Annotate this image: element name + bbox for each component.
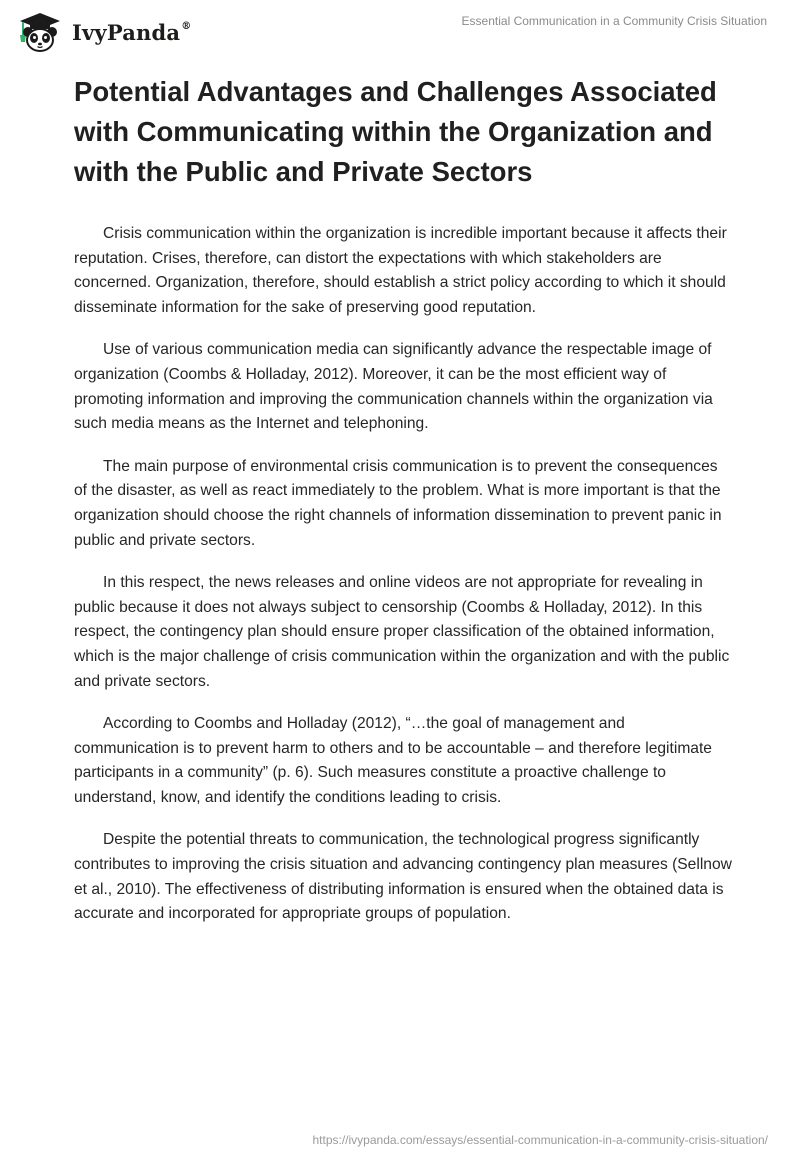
paragraph-4: In this respect, the news releases and online videos are not appropriate for revealing in public because it does not always subject to censorship (Coombs & Holladay, 2012). In this respect, the contingency plan should ensure proper classification of the obtained information, which is the major challenge of crisis communication within the organization and with the public and private sectors.: [74, 574, 730, 690]
paragraph-2: Use of various communication media can significantly advance the respectable image of organization (Coombs & Holladay, 2012). Moreover, it can be the most efficient way of promoting information and improving the communication channels within the organization via such media means as the Internet and telephoning.: [74, 341, 713, 433]
brand-name: IvyPanda®: [72, 19, 192, 45]
page-header: [0, 0, 800, 64]
source-url[interactable]: https://ivypanda.com/essays/essential-communication-in-a-community-crisis-situation/: [312, 1133, 768, 1147]
article-heading: Potential Advantages and Challenges Associated with Communicating within the Organization and with the Public and Private Sectors: [74, 76, 717, 187]
registered-mark: ®: [181, 20, 192, 32]
panda-graduation-cap-icon: [14, 10, 66, 54]
article-body: [74, 72, 734, 945]
document-title: Essential Communication in a Community Crisis Situation: [461, 14, 767, 28]
ivypanda-logo[interactable]: [14, 10, 191, 54]
paragraph-6: Despite the potential threats to communication, the technological progress significantly contributes to improving the crisis situation and advancing contingency plan measures (Sellnow et al., 2010). The effectiveness of distributing information is ensured when the obtained data is accurate and incorporated for appropriate groups of population.: [74, 831, 732, 923]
paragraph-5: According to Coombs and Holladay (2012), “…the goal of management and communication is to prevent harm to others and to be accountable – and therefore legitimate participants in a community” (p. 6). Such measures constitute a proactive challenge to understand, know, and identify the conditions leading to crisis.: [74, 715, 712, 806]
paragraph-3: The main purpose of environmental crisis communication is to prevent the consequences of the disaster, as well as react immediately to the problem. What is more important is that the organization should choose the right channels of information dissemination to prevent panic in public and private sectors.: [74, 457, 722, 549]
paragraph-1: Crisis communication within the organization is incredible important because it affects their reputation. Crises, therefore, can distort the expectations with which stakeholders are concerned. Organization, therefore, should establish a strict policy according to which it should disseminate information for the sake of preserving good reputation.: [74, 225, 727, 316]
